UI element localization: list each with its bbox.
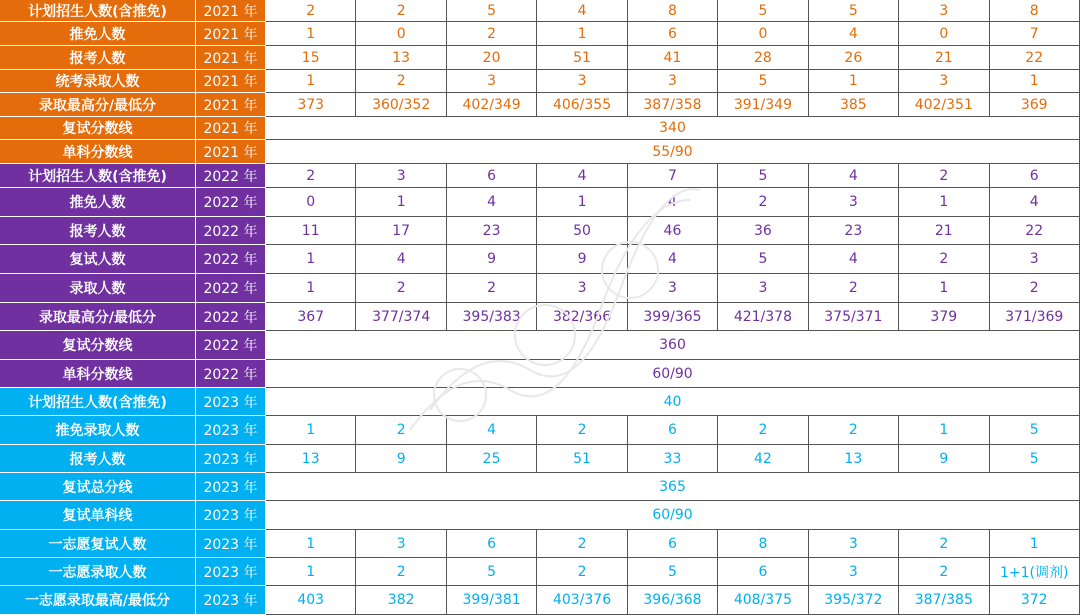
- value-cell: 2: [899, 245, 989, 274]
- value-cell: 2: [356, 274, 446, 303]
- value-cell: 395/372: [809, 586, 899, 615]
- value-cell: 9: [537, 245, 627, 274]
- merged-value-cell: 365: [266, 473, 1080, 501]
- value-cell: 51: [537, 445, 627, 473]
- value-cell: 5: [809, 0, 899, 22]
- value-cell: 6: [447, 530, 537, 558]
- value-cell: 373: [266, 93, 356, 117]
- merged-value-cell: 55/90: [266, 140, 1080, 164]
- value-cell: 21: [899, 46, 989, 70]
- value-cell: 375/371: [809, 303, 899, 331]
- row-year: 2022 年: [196, 274, 266, 303]
- value-cell: 41: [628, 46, 718, 70]
- value-cell: 8: [990, 0, 1080, 22]
- table-row: [0, 416, 1080, 445]
- value-cell: 6: [990, 164, 1080, 188]
- value-cell: 395/383: [447, 303, 537, 331]
- table-row: [0, 46, 1080, 70]
- value-cell: 396/368: [628, 586, 718, 615]
- value-cell: 4: [990, 188, 1080, 217]
- value-cell: 1+1(调剂): [990, 558, 1080, 586]
- value-cell: 6: [628, 530, 718, 558]
- value-cell: 23: [447, 217, 537, 245]
- table-row: [0, 164, 1080, 188]
- table-row: [0, 22, 1080, 46]
- value-cell: 5: [718, 0, 808, 22]
- value-cell: 21: [899, 217, 989, 245]
- table-row: [0, 188, 1080, 217]
- value-cell: 1: [266, 70, 356, 93]
- value-cell: 1: [809, 70, 899, 93]
- table-row: [0, 473, 1080, 501]
- value-cell: 6: [628, 22, 718, 46]
- value-cell: 2: [899, 558, 989, 586]
- value-cell: 3: [628, 70, 718, 93]
- row-year: 2023 年: [196, 445, 266, 473]
- value-cell: 2: [537, 416, 627, 445]
- row-year: 2022 年: [196, 360, 266, 388]
- value-cell: 42: [718, 445, 808, 473]
- value-cell: 2: [266, 164, 356, 188]
- value-cell: 13: [266, 445, 356, 473]
- value-cell: 17: [356, 217, 446, 245]
- row-year: 2022 年: [196, 217, 266, 245]
- row-label: 复试人数: [0, 245, 196, 274]
- value-cell: 13: [356, 46, 446, 70]
- row-year: 2023 年: [196, 501, 266, 530]
- table-row: [0, 360, 1080, 388]
- value-cell: 26: [809, 46, 899, 70]
- row-label: 报考人数: [0, 46, 196, 70]
- value-cell: 3: [809, 530, 899, 558]
- value-cell: 391/349: [718, 93, 808, 117]
- merged-value-cell: 340: [266, 117, 1080, 140]
- row-year: 2022 年: [196, 188, 266, 217]
- row-year: 2022 年: [196, 245, 266, 274]
- table-row: [0, 217, 1080, 245]
- value-cell: 1: [990, 530, 1080, 558]
- value-cell: 0: [356, 22, 446, 46]
- value-cell: 1: [266, 558, 356, 586]
- value-cell: 2: [809, 416, 899, 445]
- value-cell: 1: [899, 188, 989, 217]
- value-cell: 402/351: [899, 93, 989, 117]
- value-cell: 5: [718, 245, 808, 274]
- table-row: [0, 331, 1080, 360]
- row-year: 2023 年: [196, 388, 266, 416]
- row-label: 计划招生人数(含推免): [0, 0, 196, 22]
- value-cell: 403: [266, 586, 356, 615]
- row-label: 一志愿复试人数: [0, 530, 196, 558]
- value-cell: 13: [809, 445, 899, 473]
- row-label: 录取最高分/最低分: [0, 93, 196, 117]
- value-cell: 8: [628, 0, 718, 22]
- value-cell: 11: [266, 217, 356, 245]
- value-cell: 6: [628, 416, 718, 445]
- value-cell: 4: [628, 188, 718, 217]
- row-label: 推免人数: [0, 22, 196, 46]
- value-cell: 4: [809, 22, 899, 46]
- value-cell: 2: [356, 0, 446, 22]
- row-year: 2023 年: [196, 558, 266, 586]
- row-year: 2021 年: [196, 117, 266, 140]
- table-row: [0, 558, 1080, 586]
- value-cell: 3: [628, 274, 718, 303]
- row-year: 2023 年: [196, 586, 266, 615]
- value-cell: 23: [809, 217, 899, 245]
- value-cell: 5: [718, 164, 808, 188]
- value-cell: 385: [809, 93, 899, 117]
- row-label: 推免录取人数: [0, 416, 196, 445]
- row-year: 2023 年: [196, 530, 266, 558]
- value-cell: 2: [356, 70, 446, 93]
- value-cell: 3: [356, 164, 446, 188]
- table-row: [0, 117, 1080, 140]
- value-cell: 406/355: [537, 93, 627, 117]
- value-cell: 1: [990, 70, 1080, 93]
- value-cell: 15: [266, 46, 356, 70]
- value-cell: 4: [809, 245, 899, 274]
- value-cell: 2: [266, 0, 356, 22]
- value-cell: 36: [718, 217, 808, 245]
- row-label: 一志愿录取最高/最低分: [0, 586, 196, 615]
- value-cell: 387/385: [899, 586, 989, 615]
- value-cell: 1: [537, 22, 627, 46]
- table-row: [0, 586, 1080, 615]
- value-cell: 20: [447, 46, 537, 70]
- row-label: 单科分数线: [0, 360, 196, 388]
- value-cell: 22: [990, 217, 1080, 245]
- row-label: 录取最高分/最低分: [0, 303, 196, 331]
- row-label: 推免人数: [0, 188, 196, 217]
- value-cell: 28: [718, 46, 808, 70]
- value-cell: 6: [447, 164, 537, 188]
- value-cell: 3: [899, 70, 989, 93]
- row-year: 2022 年: [196, 331, 266, 360]
- row-year: 2022 年: [196, 164, 266, 188]
- row-label: 计划招生人数(含推免): [0, 388, 196, 416]
- value-cell: 4: [447, 188, 537, 217]
- value-cell: 2: [899, 164, 989, 188]
- value-cell: 2: [718, 416, 808, 445]
- value-cell: 8: [718, 530, 808, 558]
- value-cell: 6: [718, 558, 808, 586]
- row-label: 单科分数线: [0, 140, 196, 164]
- value-cell: 5: [628, 558, 718, 586]
- row-year: 2022 年: [196, 303, 266, 331]
- value-cell: 3: [718, 274, 808, 303]
- table-row: [0, 388, 1080, 416]
- merged-value-cell: 40: [266, 388, 1080, 416]
- merged-value-cell: 60/90: [266, 360, 1080, 388]
- value-cell: 382/366: [537, 303, 627, 331]
- merged-value-cell: 360: [266, 331, 1080, 360]
- table-row: [0, 70, 1080, 93]
- row-year: 2021 年: [196, 70, 266, 93]
- value-cell: 46: [628, 217, 718, 245]
- row-year: 2021 年: [196, 93, 266, 117]
- value-cell: 1: [266, 530, 356, 558]
- value-cell: 372: [990, 586, 1080, 615]
- row-label: 报考人数: [0, 217, 196, 245]
- row-year: 2021 年: [196, 0, 266, 22]
- value-cell: 4: [537, 164, 627, 188]
- value-cell: 382: [356, 586, 446, 615]
- table-row: [0, 0, 1080, 22]
- row-label: 一志愿录取人数: [0, 558, 196, 586]
- row-year: 2023 年: [196, 416, 266, 445]
- table-row: [0, 140, 1080, 164]
- value-cell: 387/358: [628, 93, 718, 117]
- value-cell: 4: [537, 0, 627, 22]
- table-row: [0, 245, 1080, 274]
- value-cell: 1: [266, 22, 356, 46]
- value-cell: 1: [899, 416, 989, 445]
- value-cell: 51: [537, 46, 627, 70]
- value-cell: 2: [809, 274, 899, 303]
- value-cell: 408/375: [718, 586, 808, 615]
- value-cell: 402/349: [447, 93, 537, 117]
- value-cell: 3: [809, 558, 899, 586]
- value-cell: 0: [899, 22, 989, 46]
- value-cell: 5: [447, 0, 537, 22]
- value-cell: 3: [447, 70, 537, 93]
- value-cell: 0: [718, 22, 808, 46]
- value-cell: 369: [990, 93, 1080, 117]
- value-cell: 5: [990, 445, 1080, 473]
- value-cell: 2: [537, 530, 627, 558]
- table-row: [0, 530, 1080, 558]
- value-cell: 2: [356, 416, 446, 445]
- row-label: 报考人数: [0, 445, 196, 473]
- value-cell: 1: [266, 274, 356, 303]
- value-cell: 3: [990, 245, 1080, 274]
- value-cell: 2: [899, 530, 989, 558]
- row-year: 2021 年: [196, 22, 266, 46]
- row-year: 2023 年: [196, 473, 266, 501]
- value-cell: 9: [447, 245, 537, 274]
- value-cell: 33: [628, 445, 718, 473]
- merged-value-cell: 60/90: [266, 501, 1080, 530]
- value-cell: 4: [628, 245, 718, 274]
- value-cell: 360/352: [356, 93, 446, 117]
- value-cell: 5: [990, 416, 1080, 445]
- value-cell: 50: [537, 217, 627, 245]
- value-cell: 4: [809, 164, 899, 188]
- value-cell: 3: [899, 0, 989, 22]
- value-cell: 5: [718, 70, 808, 93]
- row-year: 2021 年: [196, 46, 266, 70]
- value-cell: 1: [899, 274, 989, 303]
- value-cell: 2: [718, 188, 808, 217]
- value-cell: 377/374: [356, 303, 446, 331]
- table-row: [0, 274, 1080, 303]
- value-cell: 403/376: [537, 586, 627, 615]
- row-label: 复试单科线: [0, 501, 196, 530]
- row-label: 录取人数: [0, 274, 196, 303]
- value-cell: 3: [537, 70, 627, 93]
- value-cell: 367: [266, 303, 356, 331]
- value-cell: 9: [899, 445, 989, 473]
- value-cell: 2: [356, 558, 446, 586]
- value-cell: 399/381: [447, 586, 537, 615]
- value-cell: 4: [447, 416, 537, 445]
- value-cell: 5: [447, 558, 537, 586]
- value-cell: 3: [537, 274, 627, 303]
- row-label: 复试分数线: [0, 331, 196, 360]
- value-cell: 2: [447, 274, 537, 303]
- value-cell: 2: [537, 558, 627, 586]
- value-cell: 22: [990, 46, 1080, 70]
- value-cell: 4: [356, 245, 446, 274]
- value-cell: 9: [356, 445, 446, 473]
- row-label: 统考录取人数: [0, 70, 196, 93]
- value-cell: 1: [266, 416, 356, 445]
- value-cell: 399/365: [628, 303, 718, 331]
- value-cell: 2: [990, 274, 1080, 303]
- value-cell: 371/369: [990, 303, 1080, 331]
- row-label: 复试总分线: [0, 473, 196, 501]
- value-cell: 1: [266, 245, 356, 274]
- row-label: 复试分数线: [0, 117, 196, 140]
- value-cell: 3: [809, 188, 899, 217]
- value-cell: 379: [899, 303, 989, 331]
- value-cell: 1: [356, 188, 446, 217]
- table-row: [0, 445, 1080, 473]
- value-cell: 25: [447, 445, 537, 473]
- table-row: [0, 501, 1080, 530]
- value-cell: 421/378: [718, 303, 808, 331]
- table-row: [0, 303, 1080, 331]
- value-cell: 3: [356, 530, 446, 558]
- row-label: 计划招生人数(含推免): [0, 164, 196, 188]
- value-cell: 0: [266, 188, 356, 217]
- row-year: 2021 年: [196, 140, 266, 164]
- value-cell: 1: [537, 188, 627, 217]
- value-cell: 7: [990, 22, 1080, 46]
- table-row: [0, 93, 1080, 117]
- value-cell: 2: [447, 22, 537, 46]
- value-cell: 7: [628, 164, 718, 188]
